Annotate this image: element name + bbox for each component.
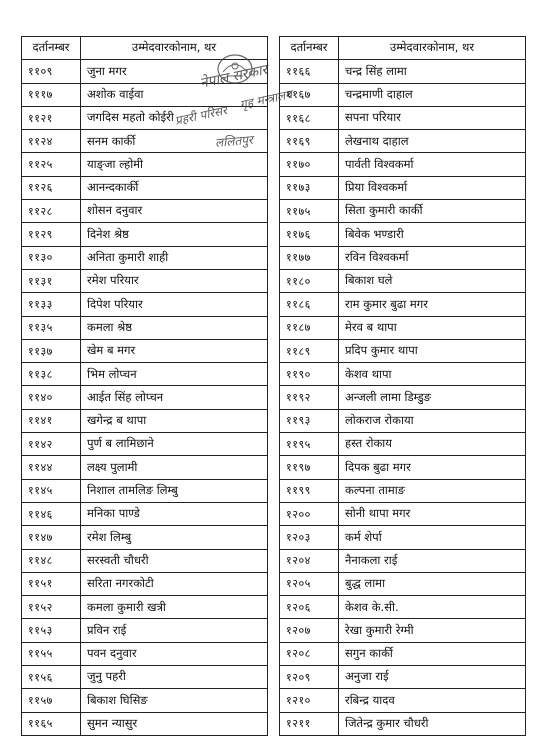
table-row <box>280 666 526 689</box>
table-row <box>22 153 268 176</box>
candidate-name: शोसन दनुवार <box>81 200 268 223</box>
table-row <box>280 200 526 223</box>
table-row <box>280 339 526 362</box>
registration-number: ११७३ <box>280 176 339 199</box>
table-row <box>280 689 526 712</box>
header-candidate-name: उम्मेदवारकोनाम, थर <box>81 37 268 60</box>
table-header-row <box>280 37 526 60</box>
candidate-name: सनम कार्की <box>81 130 268 153</box>
candidate-name: याङ्जा ल्होमी <box>81 153 268 176</box>
candidate-name: बिवेक भण्डारी <box>339 223 526 246</box>
candidate-name: हस्त रोकाय <box>339 433 526 456</box>
table-row <box>280 386 526 409</box>
table-header-row <box>22 37 268 60</box>
table-row <box>22 456 268 479</box>
table-row <box>22 433 268 456</box>
registration-number: १२०६ <box>280 596 339 619</box>
registration-number: ११३७ <box>22 339 81 362</box>
registration-number: १२०८ <box>280 642 339 665</box>
registration-number: १२०५ <box>280 572 339 595</box>
candidate-name: लक्ष्य पुलामी <box>81 456 268 479</box>
candidate-name: रमेश लिम्बु <box>81 526 268 549</box>
registration-number: ११२४ <box>22 130 81 153</box>
candidate-name: केशव के.सी. <box>339 596 526 619</box>
table-row <box>22 502 268 525</box>
registration-number: ११६५ <box>22 712 81 735</box>
candidate-name: सपना परियार <box>339 106 526 129</box>
candidate-name: निशाल तामलिङ लिम्बु <box>81 479 268 502</box>
candidate-name: नैनाकला राई <box>339 549 526 572</box>
table-row <box>280 269 526 292</box>
registration-number: ११८६ <box>280 293 339 316</box>
table-row <box>22 223 268 246</box>
registration-number: ११०९ <box>22 60 81 83</box>
candidate-name: सरस्वती चौधरी <box>81 549 268 572</box>
candidate-name: सरिता नगरकोटी <box>81 572 268 595</box>
candidate-name: बुद्ध लामा <box>339 572 526 595</box>
registration-number: ११९२ <box>280 386 339 409</box>
registration-number: ११६८ <box>280 106 339 129</box>
table-row <box>280 479 526 502</box>
table-row <box>280 316 526 339</box>
registration-number: ११७५ <box>280 200 339 223</box>
candidate-name: जगदिस महतो कोईरी <box>81 106 268 129</box>
registration-number: १२०९ <box>280 666 339 689</box>
table-row <box>22 572 268 595</box>
table-row <box>22 269 268 292</box>
candidate-name: आईत सिंह लोप्चन <box>81 386 268 409</box>
table-row <box>280 106 526 129</box>
registration-number: १११७ <box>22 83 81 106</box>
registration-number: ११४२ <box>22 433 81 456</box>
table-row <box>280 293 526 316</box>
registration-number: ११४१ <box>22 409 81 432</box>
registration-number: ११३० <box>22 246 81 269</box>
candidate-name: केशव थापा <box>339 363 526 386</box>
candidate-name: कर्म शेर्पा <box>339 526 526 549</box>
stamp-line-4: ललितपुर <box>214 132 254 150</box>
table-body-left <box>22 60 268 736</box>
table-row <box>22 60 268 83</box>
table-row <box>22 666 268 689</box>
table-row <box>22 200 268 223</box>
registration-number: ११५२ <box>22 596 81 619</box>
candidate-name: खगेन्द्र ब थापा <box>81 409 268 432</box>
table-row <box>280 130 526 153</box>
table-row <box>280 549 526 572</box>
table-row <box>22 689 268 712</box>
registration-number: ११२८ <box>22 200 81 223</box>
candidate-name: पवन दनुवार <box>81 642 268 665</box>
candidate-name: दिपक बुढा मगर <box>339 456 526 479</box>
table-row <box>22 363 268 386</box>
candidate-name: बिकाश घले <box>339 269 526 292</box>
table-row <box>22 386 268 409</box>
registration-number: ११४४ <box>22 456 81 479</box>
candidate-name: जुनु पहरी <box>81 666 268 689</box>
registration-number: ११९५ <box>280 433 339 456</box>
registration-number: ११६९ <box>280 130 339 153</box>
registration-number: ११५५ <box>22 642 81 665</box>
candidate-name: कल्पना तामाङ <box>339 479 526 502</box>
stamp-line-2: प्रहरी परिसर <box>173 103 229 128</box>
registration-number: १२०४ <box>280 549 339 572</box>
table-row <box>22 526 268 549</box>
candidate-name: अनिता कुमारी शाही <box>81 246 268 269</box>
registration-number: ११६६ <box>280 60 339 83</box>
candidate-name: चन्द्रमाणी दाहाल <box>339 83 526 106</box>
table-row <box>280 60 526 83</box>
table-row <box>280 409 526 432</box>
candidate-name: सिता कुमारी कार्की <box>339 200 526 223</box>
registration-number: ११२९ <box>22 223 81 246</box>
candidate-name: लेखनाथ दाहाल <box>339 130 526 153</box>
table-row <box>280 619 526 642</box>
table-row <box>22 83 268 106</box>
registration-number: ११५१ <box>22 572 81 595</box>
table-row <box>280 596 526 619</box>
candidate-name: प्रिया विश्वकर्मा <box>339 176 526 199</box>
registration-number: ११५६ <box>22 666 81 689</box>
table-row <box>280 363 526 386</box>
table-row <box>22 106 268 129</box>
registration-number: ११२१ <box>22 106 81 129</box>
registration-number: ११८० <box>280 269 339 292</box>
registration-number: १२११ <box>280 712 339 735</box>
table-row <box>22 130 268 153</box>
table-row <box>280 223 526 246</box>
candidate-name: सगुन कार्की <box>339 642 526 665</box>
header-registration-number: दर्तानम्बर <box>280 37 339 60</box>
candidate-name: प्रविन राई <box>81 619 268 642</box>
registration-number: १२०० <box>280 502 339 525</box>
table-row <box>22 596 268 619</box>
registration-number: ११३८ <box>22 363 81 386</box>
candidate-name: आनन्दकार्की <box>81 176 268 199</box>
candidate-name: रेखा कुमारी रेग्मी <box>339 619 526 642</box>
registration-number: ११८७ <box>280 316 339 339</box>
candidate-name: प्रदिप कुमार थापा <box>339 339 526 362</box>
registration-number: ११५७ <box>22 689 81 712</box>
registration-number: ११९९ <box>280 479 339 502</box>
table-row <box>22 176 268 199</box>
candidate-name: रबिन्द्र यादव <box>339 689 526 712</box>
candidate-name: भिम लोप्चन <box>81 363 268 386</box>
candidate-name: कमला कुमारी खत्री <box>81 596 268 619</box>
table-row <box>22 549 268 572</box>
table-row <box>280 642 526 665</box>
table-body-right <box>280 60 526 736</box>
candidate-name: मनिका पाण्डे <box>81 502 268 525</box>
candidate-name: सोनी थापा मगर <box>339 502 526 525</box>
registration-number: १२०३ <box>280 526 339 549</box>
candidate-name: रविन विश्वकर्मा <box>339 246 526 269</box>
registration-number: ११७६ <box>280 223 339 246</box>
candidate-name: सुमन न्यासुर <box>81 712 268 735</box>
candidate-name: जुना मगर <box>81 60 268 83</box>
table-row <box>280 153 526 176</box>
candidate-name: चन्द्र सिंह लामा <box>339 60 526 83</box>
candidate-name: अशोक वाईवा <box>81 83 268 106</box>
table-row <box>22 642 268 665</box>
table-row <box>22 409 268 432</box>
candidate-name: मेरव ब थापा <box>339 316 526 339</box>
registration-number: ११७० <box>280 153 339 176</box>
registration-number: ११२६ <box>22 176 81 199</box>
table-row <box>280 176 526 199</box>
candidate-name: खेम ब मगर <box>81 339 268 362</box>
registration-number: ११४० <box>22 386 81 409</box>
header-registration-number: दर्तानम्बर <box>22 37 81 60</box>
candidate-name: अनुजा राई <box>339 666 526 689</box>
table-row <box>280 83 526 106</box>
registration-number: ११८९ <box>280 339 339 362</box>
candidate-name: दिपेश परियार <box>81 293 268 316</box>
candidate-name: रमेश परियार <box>81 269 268 292</box>
candidate-table-left <box>21 36 268 736</box>
registration-number: ११३३ <box>22 293 81 316</box>
registration-number: ११९० <box>280 363 339 386</box>
candidate-name: बिकाश घिसिङ <box>81 689 268 712</box>
candidate-name: पुर्ण ब लामिछाने <box>81 433 268 456</box>
table-row <box>22 339 268 362</box>
candidate-table-right <box>279 36 526 736</box>
registration-number: ११४८ <box>22 549 81 572</box>
registration-number: ११३१ <box>22 269 81 292</box>
table-row <box>280 526 526 549</box>
stamp-line-1: नेपाल सरकार <box>198 61 269 92</box>
table-row <box>280 246 526 269</box>
candidate-name: राम कुमार बुढा मगर <box>339 293 526 316</box>
table-row <box>280 433 526 456</box>
registration-number: ११४५ <box>22 479 81 502</box>
table-row <box>22 246 268 269</box>
candidate-name: अन्जली लामा डिम्डुङ <box>339 386 526 409</box>
registration-number: १२१० <box>280 689 339 712</box>
table-row <box>22 293 268 316</box>
registration-number: ११९३ <box>280 409 339 432</box>
table-row <box>280 502 526 525</box>
table-row <box>22 619 268 642</box>
table-row <box>280 456 526 479</box>
table-row <box>22 316 268 339</box>
registration-number: ११२५ <box>22 153 81 176</box>
stamp-line-3: गृह मन्त्रालय <box>238 87 294 112</box>
candidate-name: दिनेश श्रेष्ठ <box>81 223 268 246</box>
registration-number: ११६७ <box>280 83 339 106</box>
table-row <box>280 712 526 735</box>
registration-number: ११९७ <box>280 456 339 479</box>
registration-number: ११४६ <box>22 502 81 525</box>
registration-number: ११३५ <box>22 316 81 339</box>
registration-number: ११५३ <box>22 619 81 642</box>
candidate-name: कमला श्रेष्ठ <box>81 316 268 339</box>
registration-number: ११४७ <box>22 526 81 549</box>
candidate-name: जितेन्द्र कुमार चौधरी <box>339 712 526 735</box>
registration-number: ११७७ <box>280 246 339 269</box>
registration-number: १२०७ <box>280 619 339 642</box>
candidate-name: पार्वती विश्वकर्मा <box>339 153 526 176</box>
candidate-name: लोकराज रोकाया <box>339 409 526 432</box>
table-row <box>22 479 268 502</box>
table-row <box>280 572 526 595</box>
header-candidate-name: उम्मेदवारकोनाम, थर <box>339 37 526 60</box>
table-row <box>22 712 268 735</box>
